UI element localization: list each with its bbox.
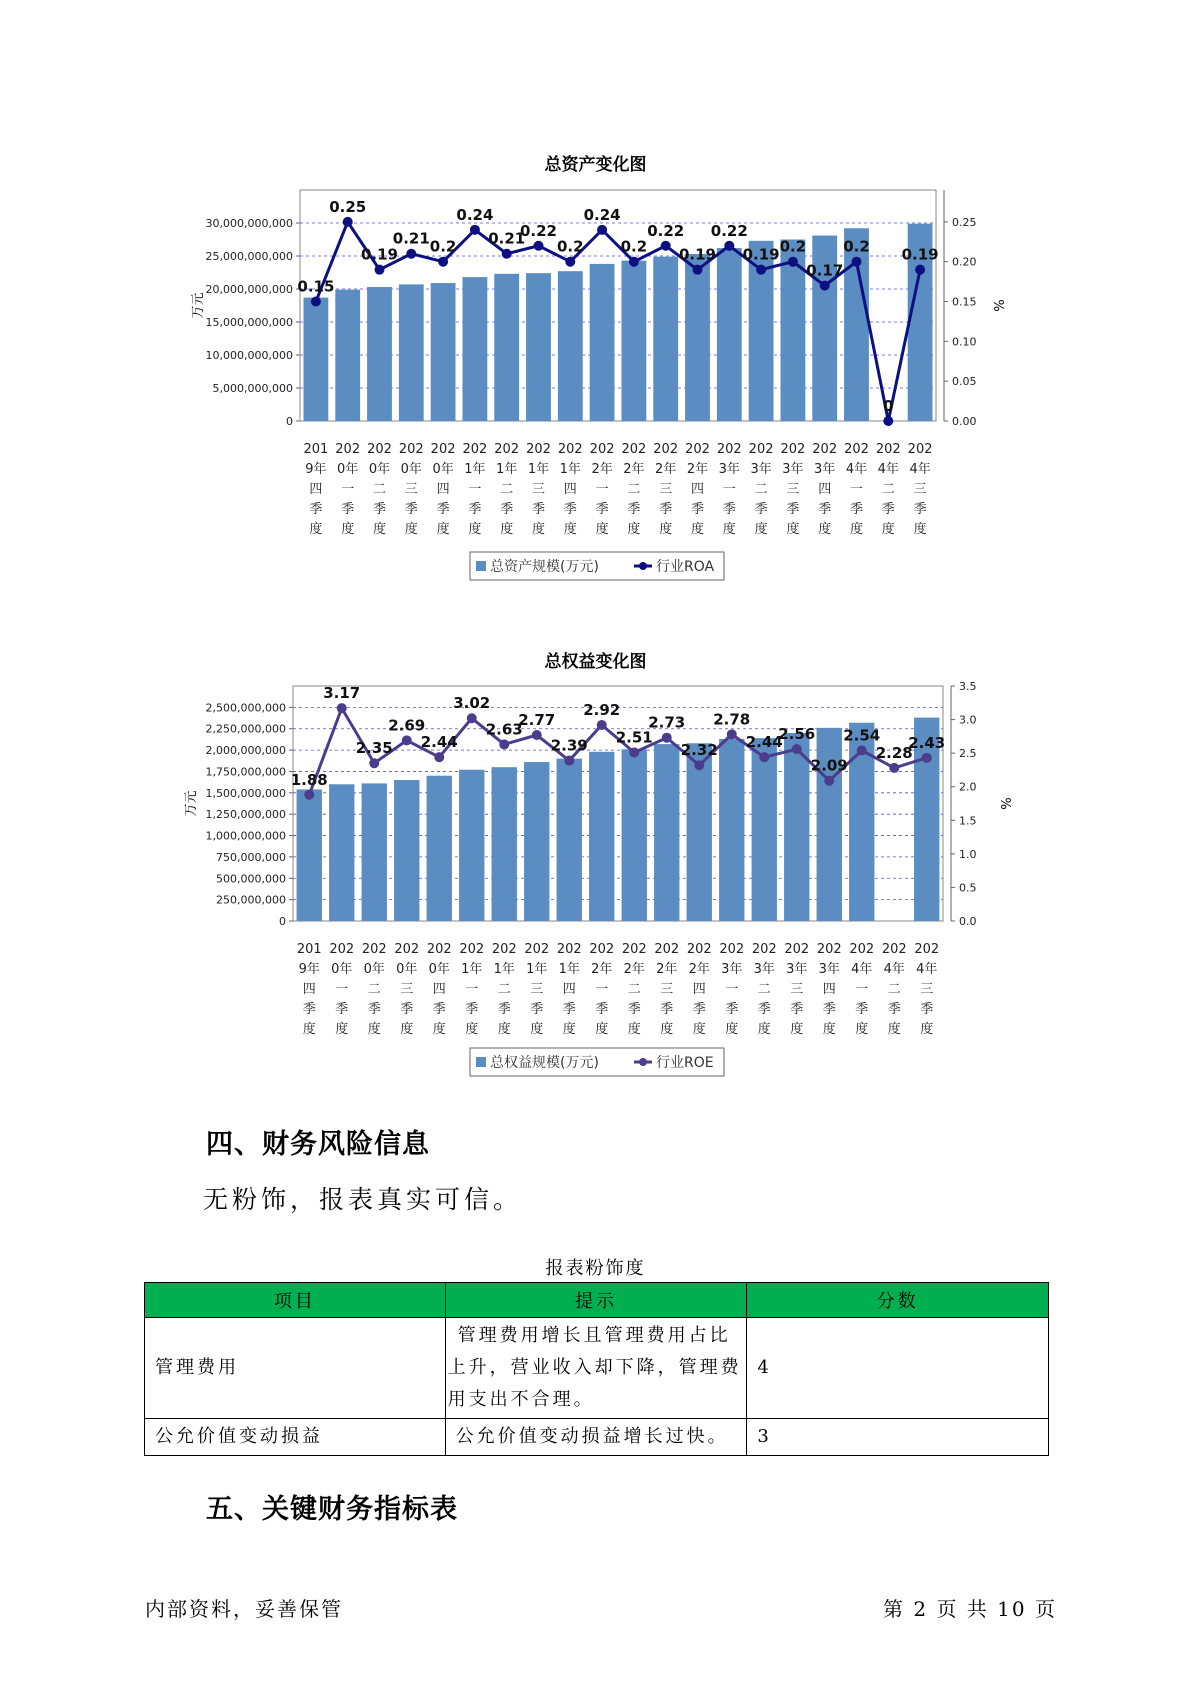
table-header-row <box>145 1283 1049 1318</box>
x-tick-label: 202 1年一季度 <box>462 442 488 537</box>
y-tick-label: 30,000,000,000 <box>205 217 293 230</box>
data-label: 0.19 <box>742 245 780 264</box>
line-point <box>434 752 444 762</box>
data-label: 2.28 <box>875 743 913 762</box>
line-point <box>343 217 353 227</box>
line-point <box>402 735 412 745</box>
bar <box>362 783 387 921</box>
data-label: 0 <box>883 397 894 415</box>
line-point <box>337 703 347 713</box>
table-row <box>145 1419 1049 1456</box>
y2-tick-label: 2.5 <box>959 747 977 761</box>
y2-tick-label: 0.20 <box>952 255 977 269</box>
bar <box>335 290 360 421</box>
bar <box>459 770 484 921</box>
footer-left: 内部资料，妥善保管 <box>145 1597 343 1621</box>
line-point <box>438 257 448 267</box>
bar <box>621 261 646 421</box>
line-point <box>693 265 703 275</box>
line-point <box>792 744 802 754</box>
data-label: 0.19 <box>678 245 717 264</box>
y2-tick-label: 0.0 <box>959 915 977 928</box>
x-tick-label: 202 1年三季度 <box>526 442 551 537</box>
y-tick-label: 250,000,000 <box>216 893 286 907</box>
bar <box>719 739 744 921</box>
y-tick-label: 15,000,000,000 <box>205 316 293 329</box>
footer-page-number: 第 2 页 共 10 页 <box>883 1597 1057 1621</box>
bar <box>622 749 647 921</box>
x-tick-label: 202 1年四季度 <box>556 942 582 1037</box>
line-point <box>824 776 834 786</box>
y2-axis-label: % <box>997 797 1012 810</box>
x-tick-label: 202 1年二季度 <box>491 942 517 1037</box>
bar <box>654 744 679 921</box>
data-label: 2.56 <box>778 725 816 744</box>
x-tick-label: 202 1年二季度 <box>494 442 520 537</box>
y2-tick-label: 3.0 <box>959 713 977 727</box>
x-tick-label: 202 2年三季度 <box>654 942 680 1037</box>
y2-tick-label: 1.5 <box>959 814 977 828</box>
line-point <box>915 265 925 275</box>
y2-axis-label: % <box>990 299 1005 312</box>
legend-bar-swatch <box>476 561 486 571</box>
line-point <box>406 249 416 259</box>
data-label: 0.19 <box>360 245 399 264</box>
chart-title-assets: 总资产变化图 <box>544 155 647 175</box>
x-tick-label: 202 2年三季度 <box>653 442 679 537</box>
x-tick-label: 201 9年四季度 <box>296 942 322 1037</box>
legend-bar-label: 总权益规模(万元) <box>490 1055 599 1071</box>
bar <box>589 752 614 921</box>
line-point <box>499 739 509 749</box>
header-score: 分数 <box>747 1283 1049 1318</box>
data-label: 2.92 <box>583 700 621 719</box>
line-point <box>532 730 542 740</box>
bar <box>685 254 710 421</box>
line-point <box>857 745 867 755</box>
x-tick-label: 202 4年一季度 <box>844 442 869 537</box>
x-tick-label: 202 0年一季度 <box>335 442 361 537</box>
x-tick-label: 202 3年四季度 <box>812 442 838 537</box>
line-point <box>756 265 766 275</box>
bar <box>717 248 742 421</box>
total-assets-chart <box>0 170 1191 610</box>
y-tick-label: 0 <box>286 415 293 428</box>
data-label: 0.24 <box>583 205 621 224</box>
y-axis-label: 万元 <box>191 292 206 319</box>
y2-tick-label: 0.00 <box>952 415 977 428</box>
y2-tick-label: 0.05 <box>952 375 977 389</box>
data-label: 2.09 <box>810 756 848 775</box>
line-point <box>369 758 379 768</box>
bar <box>557 759 582 921</box>
data-label: 2.32 <box>680 741 718 760</box>
y2-tick-label: 0.25 <box>952 215 977 229</box>
data-label: 0.2 <box>429 237 457 256</box>
data-label: 0.22 <box>710 221 748 240</box>
line-point <box>629 747 639 757</box>
row-hint: 管理费用增长且管理费用占比上升，营业收入却下降，管理费用支出不合理。 <box>445 1318 747 1419</box>
data-label: 2.73 <box>648 713 686 732</box>
x-tick-label: 202 2年一季度 <box>589 442 615 537</box>
x-tick-label: 202 4年三季度 <box>907 442 933 537</box>
x-tick-label: 202 2年四季度 <box>685 442 710 537</box>
line-point <box>534 241 544 251</box>
legend-line-marker <box>639 1058 647 1066</box>
line-point <box>922 753 932 763</box>
bar <box>524 762 549 921</box>
x-tick-label: 202 3年四季度 <box>816 942 842 1037</box>
x-tick-label: 202 0年二季度 <box>367 442 392 537</box>
y-tick-label: 1,250,000,000 <box>205 808 286 822</box>
bar <box>462 277 487 421</box>
bar <box>492 767 517 921</box>
y-tick-label: 2,500,000,000 <box>205 701 286 715</box>
line-point <box>597 225 607 235</box>
section4-text: 无粉饰，报表真实可信。 <box>203 1185 523 1214</box>
bar <box>752 738 777 921</box>
data-label: 0.25 <box>329 197 367 216</box>
header-hint: 提示 <box>445 1283 747 1318</box>
y2-tick-label: 0.15 <box>952 295 977 309</box>
y-tick-label: 25,000,000,000 <box>205 250 293 263</box>
x-tick-label: 202 4年二季度 <box>875 442 901 537</box>
data-label: 2.35 <box>355 739 393 758</box>
x-tick-label: 202 2年四季度 <box>686 942 712 1037</box>
row-score: 4 <box>747 1318 1049 1419</box>
y-tick-label: 0 <box>279 915 286 928</box>
row-score: 3 <box>747 1419 1049 1456</box>
legend-line-label: 行业ROE <box>656 1055 714 1071</box>
y-tick-label: 1,000,000,000 <box>205 829 286 843</box>
line-point <box>759 752 769 762</box>
x-tick-label: 202 3年二季度 <box>751 942 777 1037</box>
line-point <box>889 763 899 773</box>
line-point <box>470 225 480 235</box>
x-tick-label: 202 1年三季度 <box>524 942 550 1037</box>
x-tick-label: 202 0年三季度 <box>398 442 424 537</box>
chart-title-equity: 总权益变化图 <box>544 652 647 672</box>
legend-line-label: 行业ROA <box>656 559 715 575</box>
bar <box>297 789 322 921</box>
line-point <box>467 713 477 723</box>
bar <box>526 273 551 421</box>
bar <box>399 284 424 421</box>
y-tick-label: 2,250,000,000 <box>205 722 286 736</box>
line-point <box>820 281 830 291</box>
x-tick-label: 202 0年一季度 <box>329 942 355 1037</box>
x-tick-label: 202 0年四季度 <box>426 942 452 1037</box>
section4-heading: 四、财务风险信息 <box>206 1129 430 1160</box>
table-caption: 报表粉饰度 <box>545 1258 646 1279</box>
line-point <box>852 257 862 267</box>
x-tick-label: 202 0年四季度 <box>430 442 456 537</box>
line-point <box>565 257 575 267</box>
data-label: 1.88 <box>290 770 328 789</box>
line-point <box>788 257 798 267</box>
y-tick-label: 2,000,000,000 <box>205 744 286 758</box>
plot-area <box>300 190 936 421</box>
bar <box>427 776 452 921</box>
data-label: 0.15 <box>297 277 335 296</box>
y-tick-label: 1,750,000,000 <box>205 765 286 779</box>
data-label: 2.77 <box>518 711 556 730</box>
data-label: 0.2 <box>843 237 870 256</box>
line-point <box>564 756 574 766</box>
x-tick-label: 202 3年二季度 <box>748 442 774 537</box>
row-item: 管理费用 <box>145 1318 446 1419</box>
line-point <box>727 729 737 739</box>
x-tick-label: 202 1年四季度 <box>557 442 583 537</box>
data-label: 3.02 <box>453 694 491 713</box>
data-label: 2.69 <box>388 716 426 735</box>
data-label: 0.2 <box>620 237 648 256</box>
data-label: 0.22 <box>647 221 685 240</box>
legend-bar-label: 总资产规模(万元) <box>490 559 599 575</box>
bar <box>590 264 615 421</box>
line-point <box>724 241 734 251</box>
line-point <box>597 720 607 730</box>
data-label: 2.54 <box>843 726 881 745</box>
x-tick-label: 202 3年三季度 <box>780 442 806 537</box>
y-tick-label: 1,500,000,000 <box>205 786 286 800</box>
y2-tick-label: 1.0 <box>959 847 977 861</box>
x-tick-label: 202 3年一季度 <box>716 442 742 537</box>
x-tick-label: 202 0年三季度 <box>394 942 420 1037</box>
data-label: 0.2 <box>779 237 807 256</box>
bar <box>303 298 328 421</box>
bar <box>394 780 419 921</box>
bar <box>784 733 809 921</box>
row-hint: 公允价值变动损益增长过快。 <box>445 1419 747 1456</box>
bar <box>558 271 583 421</box>
line-point <box>502 249 512 259</box>
section5-heading: 五、关键财务指标表 <box>206 1494 458 1525</box>
line-point <box>304 790 314 800</box>
y2-tick-label: 0.5 <box>959 881 977 895</box>
bar <box>329 784 354 921</box>
total-equity-chart <box>0 668 1191 1098</box>
legend-line-marker <box>639 562 647 570</box>
y-tick-label: 20,000,000,000 <box>205 283 293 296</box>
y2-tick-label: 0.10 <box>952 335 977 349</box>
line-point <box>694 760 704 770</box>
line-point <box>375 265 385 275</box>
y-axis-label: 万元 <box>184 790 199 817</box>
y2-tick-label: 3.5 <box>959 680 977 693</box>
data-label: 2.63 <box>485 720 523 739</box>
data-label: 2.51 <box>615 728 653 747</box>
data-label: 3.17 <box>323 684 361 703</box>
data-label: 0.17 <box>806 261 844 280</box>
line-point <box>661 241 671 251</box>
y-tick-label: 750,000,000 <box>216 850 286 864</box>
line-point <box>662 733 672 743</box>
data-label: 0.19 <box>901 245 939 264</box>
x-tick-label: 202 2年二季度 <box>621 442 647 537</box>
data-label: 0.24 <box>456 205 494 224</box>
y2-tick-label: 2.0 <box>959 780 977 794</box>
line-point <box>629 257 639 267</box>
y-tick-label: 5,000,000,000 <box>212 382 293 395</box>
y-tick-label: 10,000,000,000 <box>205 349 293 362</box>
line-point <box>883 416 893 426</box>
bar <box>494 274 519 421</box>
x-tick-label: 202 0年二季度 <box>361 942 387 1037</box>
row-item: 公允价值变动损益 <box>145 1419 446 1456</box>
bar <box>431 283 456 421</box>
header-item: 项目 <box>145 1283 446 1318</box>
bar <box>367 287 392 421</box>
x-tick-label: 202 4年二季度 <box>881 942 907 1037</box>
x-tick-label: 202 2年二季度 <box>621 942 647 1037</box>
risk-table <box>144 1282 1049 1456</box>
x-tick-label: 202 3年一季度 <box>719 942 745 1037</box>
data-label: 2.78 <box>713 710 751 729</box>
data-label: 2.44 <box>745 733 783 752</box>
x-tick-label: 202 4年三季度 <box>914 942 940 1037</box>
x-tick-label: 201 9年四季度 <box>303 442 329 537</box>
x-tick-label: 202 1年一季度 <box>459 942 485 1037</box>
line-point <box>311 297 321 307</box>
data-label: 2.44 <box>420 733 458 752</box>
data-label: 0.21 <box>488 229 526 248</box>
legend-bar-swatch <box>476 1057 486 1067</box>
x-tick-label: 202 2年一季度 <box>589 942 615 1037</box>
data-label: 2.43 <box>908 733 946 752</box>
x-tick-label: 202 4年一季度 <box>849 942 875 1037</box>
data-label: 0.2 <box>557 237 584 256</box>
table-row <box>145 1318 1049 1419</box>
x-tick-label: 202 3年三季度 <box>784 942 810 1037</box>
y-tick-label: 500,000,000 <box>216 872 286 886</box>
bar <box>653 257 678 421</box>
data-label: 2.39 <box>550 736 588 755</box>
data-label: 0.21 <box>392 229 430 248</box>
data-label: 0.22 <box>519 221 558 240</box>
